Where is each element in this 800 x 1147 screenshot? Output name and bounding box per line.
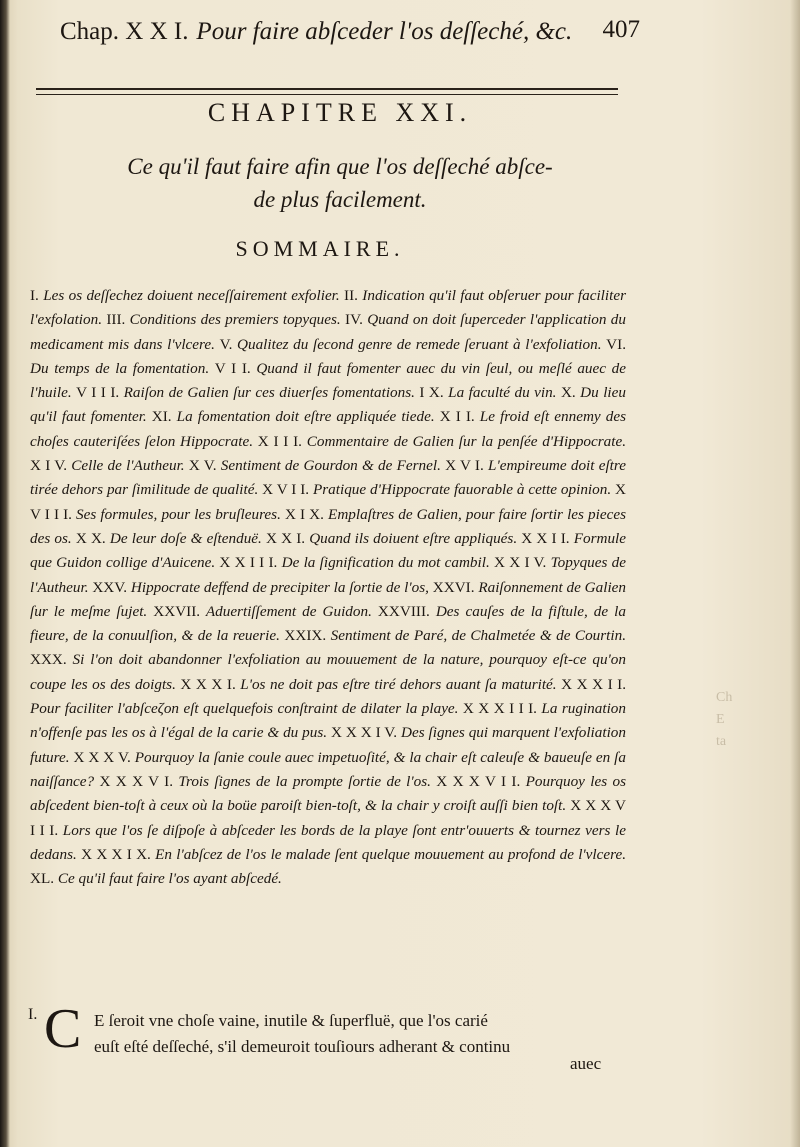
summary-numeral: X X.: [75, 529, 106, 547]
summary-numeral: XXVIII.: [377, 602, 430, 620]
summary-entry: Indication qu'il faut obſeruer pour faciliter l'exfolation.: [30, 287, 626, 329]
summary-numeral: XXIX.: [284, 627, 327, 645]
summary-numeral: X I X.: [284, 505, 324, 523]
running-head-title: Pour faire abſceder l'os deſſeché, &c.: [196, 18, 573, 45]
summary-numeral: X X X V I.: [99, 772, 174, 790]
summary-entry: Raiſon de Galien ſur ces diuerſes fomentations.: [119, 384, 420, 402]
summary-numeral: XXV.: [92, 578, 128, 596]
chapter-subtitle-line: de plus facilement.: [253, 187, 427, 212]
summary-entry: Pourquoy les os abſcedent bien-toſt à ceux où la boüe paroiſt bien-toſt, & la chair y croiſt auſſi bien toſt.: [30, 772, 626, 815]
summary-numeral: X X X V I I I.: [30, 797, 626, 839]
summary-numeral: X V I I I.: [30, 481, 626, 523]
summary-entry: Sentiment de Paré, de Chalmetée & de Courtin.: [326, 627, 626, 645]
summary-numeral: XXVII.: [153, 602, 201, 620]
summary-numeral: X X X I I I.: [462, 700, 537, 718]
summary-numeral: I X.: [419, 384, 444, 402]
summary-numeral: III.: [106, 311, 126, 329]
summary-numeral: X V.: [188, 457, 217, 475]
summary-numeral: VI.: [606, 335, 626, 353]
sommaire-heading: SOMMAIRE.: [235, 236, 405, 261]
summary-numeral: X X X V I I.: [436, 772, 521, 790]
summary-entry: De leur doſe & eſtenduë.: [105, 529, 266, 547]
chapter-subtitle: [80, 150, 600, 216]
summary-entry: L'empireume doit eſtre tirée dehors par ſimilitude de qualité.: [30, 457, 626, 499]
summary-numeral: X V I I.: [262, 481, 310, 499]
summary-entry: Conditions des premiers topyques.: [125, 311, 346, 329]
catchword: auec: [570, 1054, 602, 1073]
summary-numeral: X I I.: [439, 408, 475, 426]
summary-entry: Quand on doit ſuperceder l'application du medicament mis dans l'vlcere.: [30, 311, 626, 353]
summary-entry: Quand il faut fomenter auec du vin ſeul, ou meſlé auec de l'huile.: [30, 359, 626, 402]
summary-entry: La fomentation doit eſtre appliquée tiede.: [171, 408, 440, 426]
header-rule: [36, 88, 618, 95]
summary-numeral: V I I I.: [76, 384, 120, 402]
summary-entry: Si l'on doit abandonner l'exfoliation au mouuement de la nature, pourquoy eſt-ce qu'on coupe les os des doigts.: [30, 651, 626, 693]
chapter-heading: CHAPITRE XXI.: [207, 98, 473, 127]
summary-numeral: X.: [560, 384, 576, 402]
summary-entry: En l'abſcez de l'os le malade ſent quelque mouuement au profond de l'vlcere.: [150, 845, 626, 863]
summary-numeral: V.: [219, 335, 233, 353]
summary-numeral: X X X V.: [73, 748, 131, 766]
summary-numeral: X X X I X.: [81, 845, 151, 863]
summary-entry: Qualitez du ſecond genre de remede ſeruant à l'exfoliation.: [232, 335, 607, 353]
summary-entry: Lors que l'os ſe diſpoſe à abſceder les bords de la playe ſont entr'ouuerts & tournez vers le dedans.: [30, 821, 626, 863]
summary-entry: De la ſignification du mot cambil.: [277, 554, 495, 572]
summary-numeral: I.: [30, 287, 39, 304]
summary-entry: Trois ſignes de la prompte ſortie de l'os.: [173, 772, 437, 790]
summary-entry: Sentiment de Gourdon & de Fernel.: [216, 457, 446, 475]
summary-entry: Ses formules, pour les bruſleures.: [71, 505, 285, 523]
bleed-through-text: Ch: [716, 690, 733, 705]
paragraph-number: I.: [28, 1006, 38, 1023]
summary-numeral: X X X I.: [180, 675, 236, 693]
summary-numeral: XI.: [151, 408, 172, 426]
summary-numeral: II.: [344, 287, 358, 304]
summary-entry: Pour faciliter l'abſceζon eſt quelquefois conſtraint de dilater la playe.: [30, 700, 463, 718]
summary-numeral: X V I.: [445, 457, 484, 475]
summary-numeral: V I I.: [214, 359, 251, 377]
page-edge-shadow: [790, 0, 800, 1147]
summary-entry: Topyques de l'Autheur.: [30, 554, 627, 596]
summary-numeral: X X I V.: [494, 554, 547, 572]
summary-numeral: X X I I I.: [219, 554, 278, 572]
page-number: 407: [602, 16, 640, 43]
summary-paragraph: [30, 284, 626, 891]
summary-entry: Pourquoy la ſanie coule auec impetuoſité, & la chair eſt caleuſe & baueuſe en ſa naiſſance?: [30, 748, 627, 790]
body-line: euſt eſté deſſeché, s'il demeuroit touſiours adherant & continu: [94, 1037, 511, 1056]
bleed-through-text: ta: [716, 734, 727, 749]
summary-entry: Du temps de la fomentation.: [30, 359, 215, 377]
summary-entry: Ce qu'il faut faire l'os ayant abſcedé.: [54, 870, 282, 888]
summary-entry: L'os ne doit pas eſtre tiré dehors auant ſa maturité.: [235, 675, 562, 693]
summary-entry: Raiſonnement de Galien ſur le meſme ſujet.: [30, 578, 626, 620]
summary-entry: Quand ils doiuent eſtre appliqués.: [305, 529, 522, 547]
summary-numeral: X X X I I.: [561, 675, 627, 693]
summary-entry: Des cauſes de la fiſtule, de la fieure, de la conuulſion, & de la reuerie.: [30, 602, 626, 645]
summary-entry: La rugination n'offenſe pas les os à l'égal de la carie & du pus.: [30, 700, 626, 742]
body-line: E ſeroit vne choſe vaine, inutile & ſuperfluë, que l'os carié: [94, 1011, 488, 1030]
summary-numeral: X X I I.: [521, 529, 570, 547]
running-head: [60, 16, 640, 56]
summary-entry: Celle de l'Autheur.: [67, 457, 189, 475]
summary-entry: Emplaſtres de Galien, pour faire ſortir les pieces des os.: [30, 505, 626, 547]
summary-entry: Les os deſſechez doiuent neceſſairement exfolier.: [38, 287, 345, 304]
summary-numeral: XXX.: [30, 651, 67, 669]
drop-cap: C: [44, 998, 82, 1060]
summary-entry: Le froid eſt ennemy des choſes cauteriſées ſelon Hippocrate.: [30, 408, 626, 450]
summary-numeral: X I V.: [30, 457, 68, 475]
chapter-subtitle-line: Ce qu'il faut faire afin que l'os deſſeché abſce-: [127, 154, 553, 179]
summary-entry: La faculté du vin.: [443, 384, 561, 402]
summary-numeral: IV.: [345, 311, 363, 329]
summary-numeral: X X I.: [265, 529, 306, 547]
summary-numeral: XXVI.: [432, 578, 475, 596]
running-head-chapter: Chap. X X I.: [60, 18, 189, 45]
summary-entry: Aduertiſſement de Guidon.: [200, 602, 378, 620]
summary-entry: Commentaire de Galien ſur la penſée d'Hippocrate.: [301, 432, 627, 450]
summary-entry: Du lieu qu'il faut fomenter.: [30, 384, 626, 426]
summary-entry: Pratique d'Hippocrate fauorable à cette opinion.: [309, 481, 616, 499]
summary-numeral: X I I I.: [257, 432, 302, 450]
summary-entry: Hippocrate deffend de precipiter la ſortie de l'os,: [127, 578, 433, 596]
summary-numeral: X X X I V.: [330, 724, 398, 742]
summary-entry: Formule que Guidon collige d'Auicene.: [30, 529, 627, 572]
summary-entry: Des ſignes qui marquent l'exfoliation future.: [30, 724, 626, 766]
page-spine-shadow: [0, 0, 10, 1147]
summary-numeral: XL.: [30, 870, 55, 888]
bleed-through-text: E: [716, 712, 725, 727]
